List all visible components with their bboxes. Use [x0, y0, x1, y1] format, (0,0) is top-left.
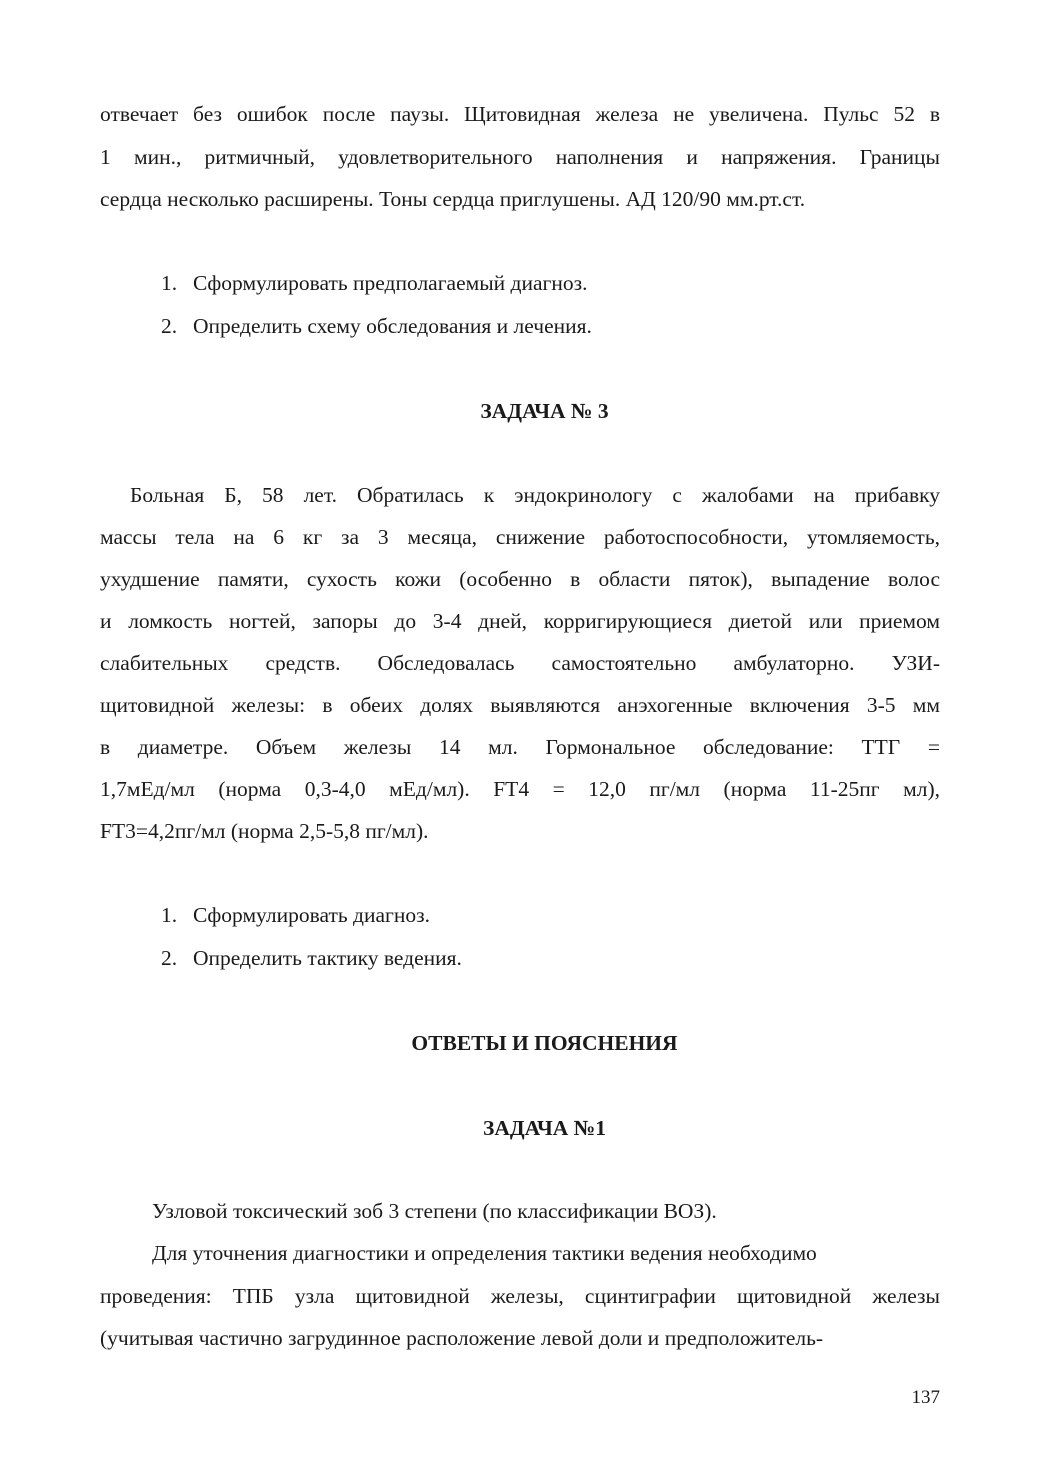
list-item-text: Определить схему обследования и лечения.	[193, 314, 592, 338]
paragraph-line: отвечает без ошибок после паузы. Щитовидная железа не увеличена. Пульс 52 в	[100, 102, 940, 126]
list-item	[161, 900, 430, 930]
paragraph-line: 1 мин., ритмичный, удовлетворительного наполнения и напряжения. Границы	[100, 145, 940, 169]
list-item-text: Сформулировать предполагаемый диагноз.	[193, 271, 588, 295]
paragraph-line: 1,7мЕд/мл (норма 0,3-4,0 мЕд/мл). FT4 = 12,0 пг/мл (норма 11-25пг мл),	[100, 777, 940, 801]
list-item	[161, 311, 592, 341]
list-item-number: 1.	[161, 903, 178, 927]
paragraph-line: Больная Б, 58 лет. Обратилась к эндокринологу с жалобами на прибавку	[130, 483, 940, 507]
list-item-number: 2.	[161, 946, 178, 970]
list-item-number: 1.	[161, 271, 178, 295]
paragraph-line: FT3=4,2пг/мл (норма 2,5-5,8 пг/мл).	[100, 819, 429, 843]
paragraph-line: и ломкость ногтей, запоры до 3-4 дней, корригирующиеся диетой или приемом	[100, 609, 940, 633]
list-item	[161, 943, 462, 973]
paragraph-line: (учитывая частично загрудинное расположение левой доли и предположитель-	[100, 1326, 824, 1350]
list-item-text: Сформулировать диагноз.	[193, 903, 430, 927]
task-heading: ЗАДАЧА № 3	[480, 399, 609, 423]
paragraph-line: проведения: ТПБ узла щитовидной железы, сцинтиграфии щитовидной железы	[100, 1284, 940, 1308]
list-item-number: 2.	[161, 314, 178, 338]
list-item	[161, 268, 588, 298]
paragraph-line: сердца несколько расширены. Тоны сердца приглушены. АД 120/90 мм.рт.ст.	[100, 187, 806, 211]
paragraph-line: щитовидной железы: в обеих долях выявляются анэхогенные включения 3-5 мм	[100, 693, 940, 717]
paragraph-line: массы тела на 6 кг за 3 месяца, снижение работоспособности, утомляемость,	[100, 525, 940, 549]
paragraph-line: слабительных средств. Обследовалась самостоятельно амбулаторно. УЗИ-	[100, 651, 940, 675]
section-heading: ОТВЕТЫ И ПОЯСНЕНИЯ	[411, 1031, 678, 1055]
paragraph-line: в диаметре. Объем железы 14 мл. Гормональное обследование: ТТГ =	[100, 735, 940, 759]
paragraph-line: ухудшение памяти, сухость кожи (особенно в области пяток), выпадение волос	[100, 567, 940, 591]
paragraph-line: Узловой токсический зоб 3 степени (по классификации ВОЗ).	[152, 1199, 717, 1223]
page-number: 137	[911, 1387, 940, 1408]
list-item-text: Определить тактику ведения.	[193, 946, 462, 970]
paragraph-line: Для уточнения диагностики и определения тактики ведения необходимо	[152, 1241, 817, 1265]
task-heading: ЗАДАЧА №1	[483, 1116, 606, 1140]
